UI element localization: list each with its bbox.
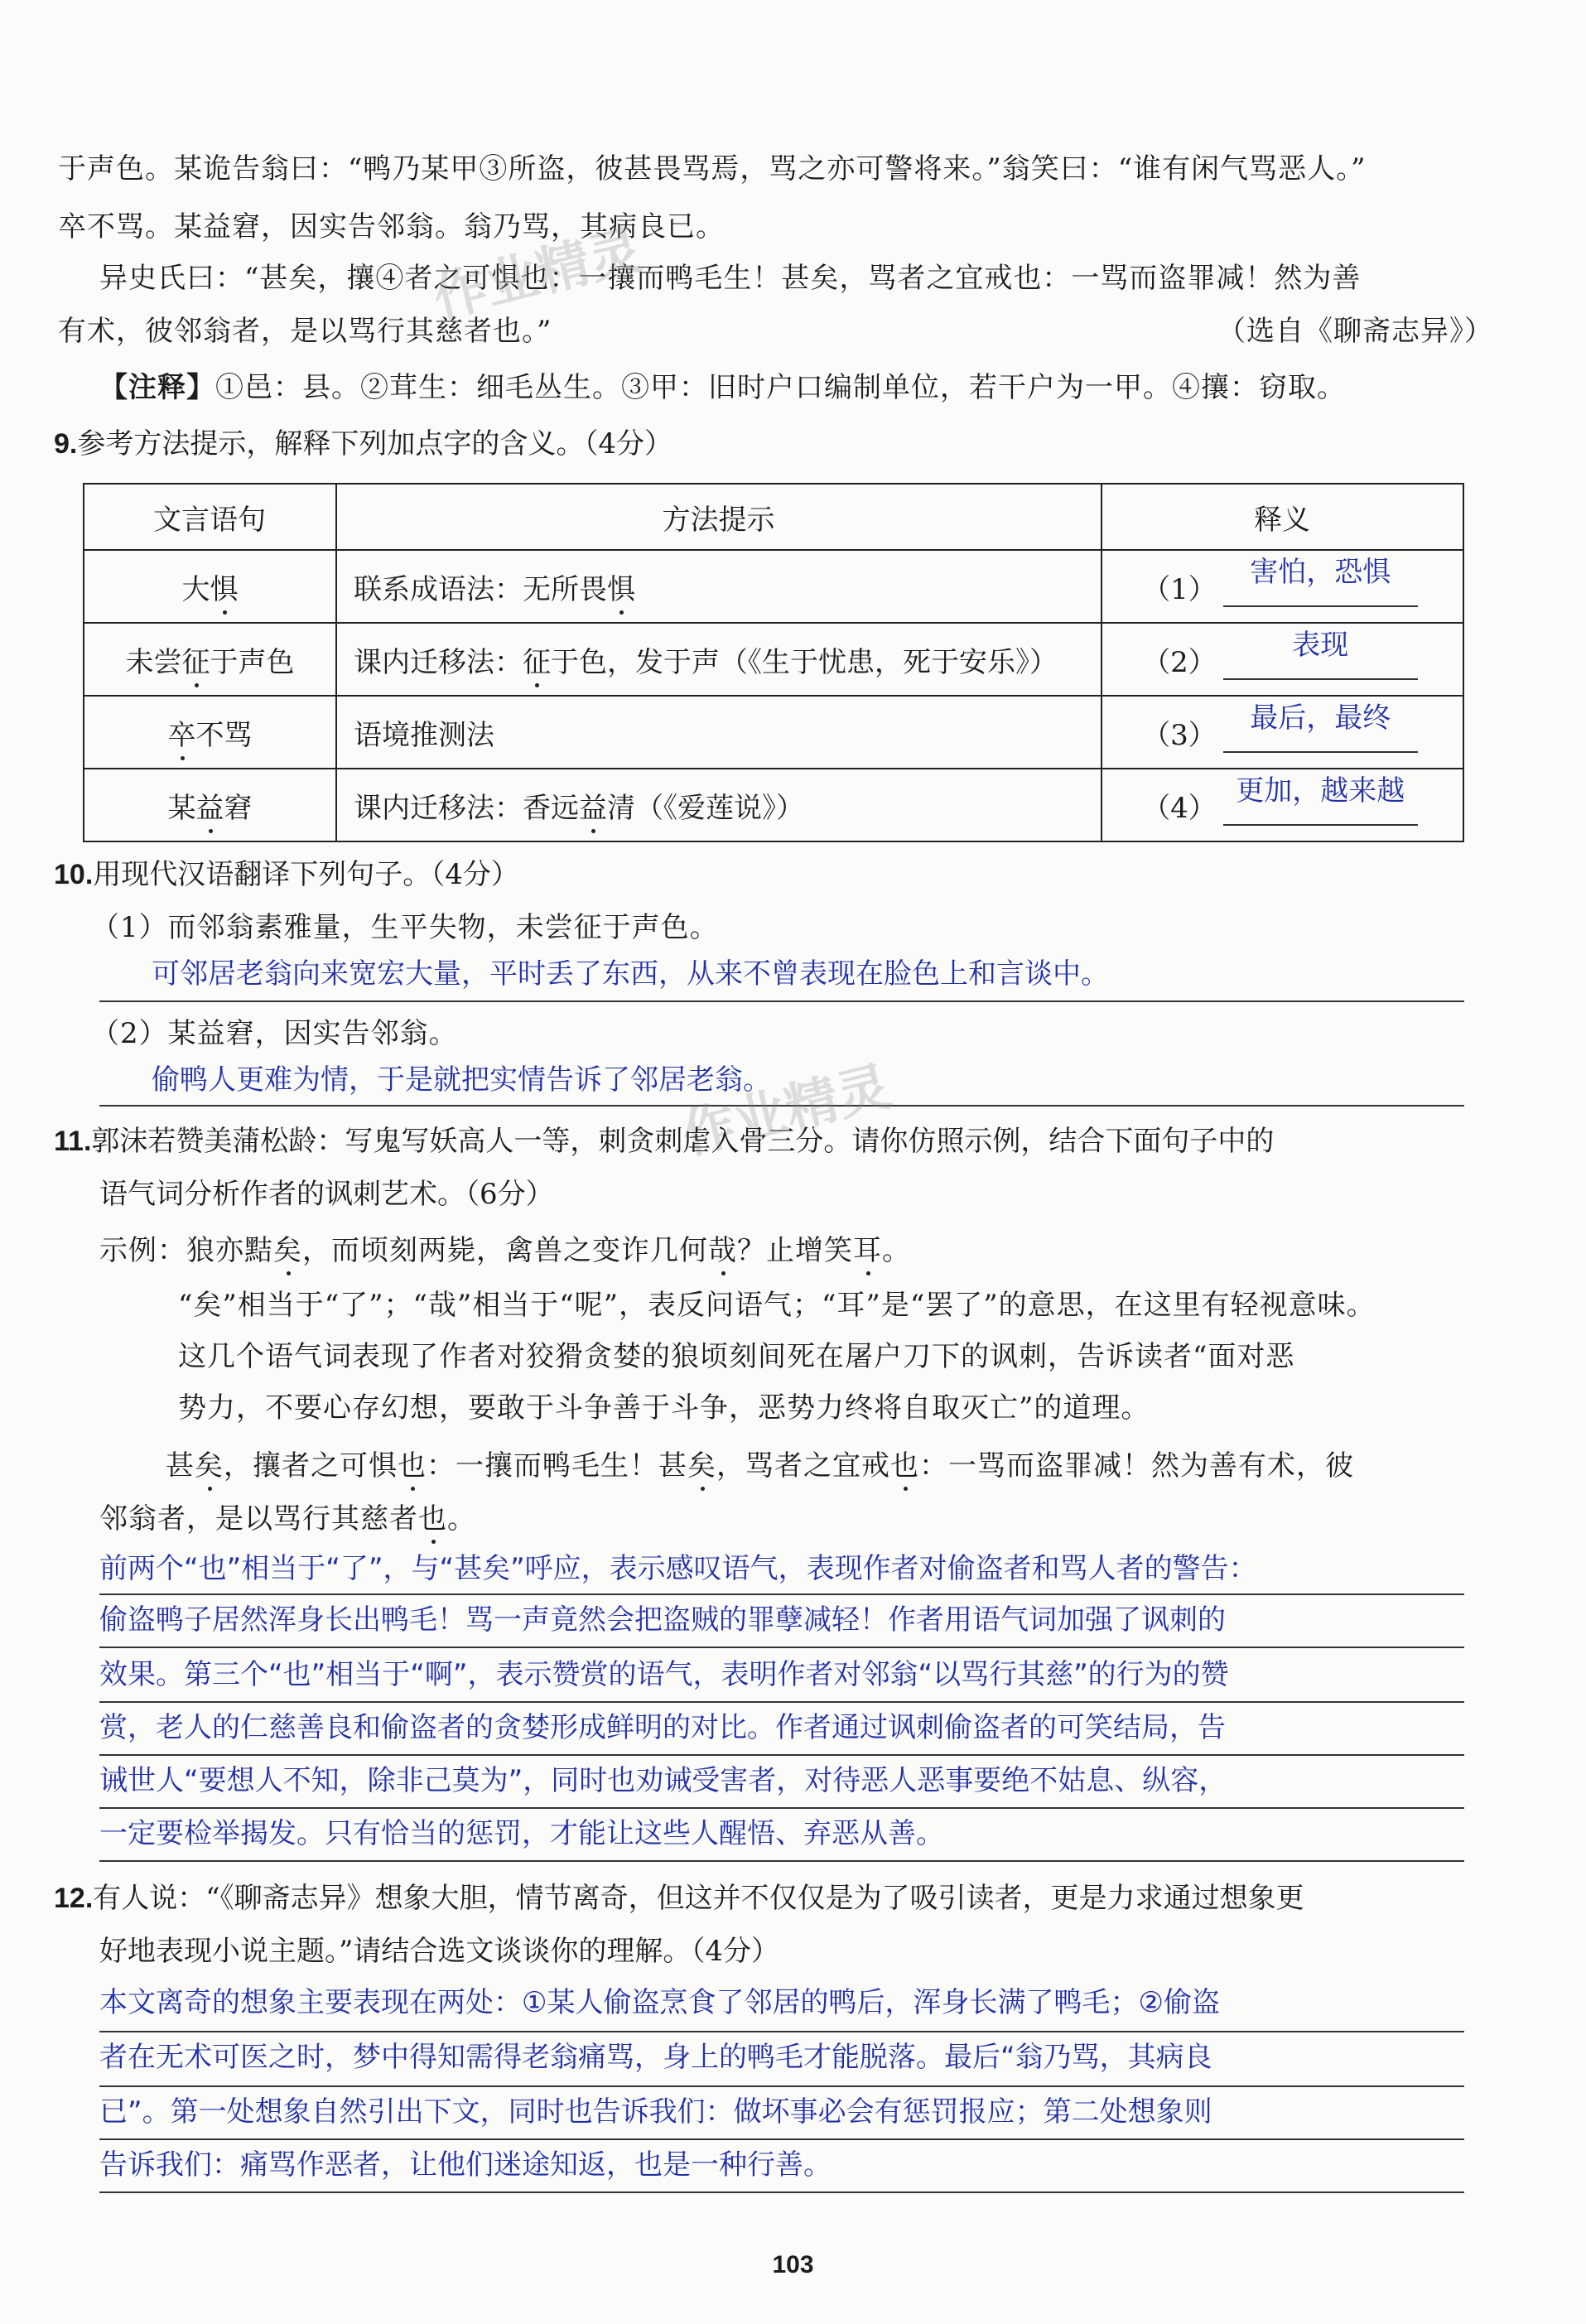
passage-line-4: 有术，彼邻翁者，是以骂行其慈者也。” (58, 315, 552, 348)
row-answer-cell (1102, 623, 1463, 696)
q10-number: 10. (54, 859, 94, 890)
row-method: 课内迁移法：香远益清（《爱莲说》） (336, 769, 1102, 841)
row-answer: 更加，越来越 (1236, 774, 1405, 808)
row-method: 联系成语法：无所畏惧 (336, 550, 1102, 623)
row-answer-cell (1102, 696, 1463, 769)
q11-answer-line-5[interactable]: 诫世人“要想人不知，除非己莫为”，同时也劝诫受害者，对待恶人恶事要绝不姑息、纵容， (99, 1764, 1227, 1797)
notes-label: 【注释】 (99, 371, 215, 404)
row-answer-cell (1102, 769, 1463, 841)
passage-source: （选自《聊斋志异》） (1217, 315, 1493, 348)
q10-sentence-2: （2）某益窘，因实告邻翁。 (91, 1017, 458, 1050)
q10-answer-2[interactable]: 偷鸭人更难为情，于是就把实情告诉了邻居老翁。 (152, 1063, 771, 1097)
passage-line-3: 异史氏曰：“甚矣，攘④者之可惧也：一攘而鸭毛生！甚矣，骂者之宜戒也：一骂而盗罪减！然为善 (99, 262, 1362, 295)
q11-text-1: 郭沫若赞美蒲松龄：写鬼写妖高人一等，刺贪刺虐入骨三分。请你仿照示例，结合下面句子中的 (91, 1125, 1275, 1158)
header-meaning: 释义 (1102, 484, 1463, 550)
answer-line (99, 1807, 1464, 1809)
answer-line (99, 1754, 1464, 1756)
row-index: （2） (1142, 645, 1217, 679)
q11-quote-2: 邻翁者，是以骂行其慈者也。 (99, 1502, 476, 1536)
watermark: 作业精灵 (427, 219, 648, 330)
q11-answer-line-4[interactable]: 赏，老人的仁慈善良和偷盗者的贪婪形成鲜明的对比。作者通过讽刺偷盗者的可笑结局，告 (99, 1711, 1226, 1744)
answer-line (99, 1594, 1464, 1595)
answer-blank[interactable] (1223, 701, 1418, 753)
q12-answer-line-1[interactable]: 本文离奇的想象主要表现在两处：①某人偷盗烹食了邻居的鸭后，浑身长满了鸭毛；②偷盗 (99, 1986, 1220, 2019)
q11-answer-line-1[interactable]: 前两个“也”相当于“了”，与“甚矣”呼应，表示感叹语气，表现作者对偷盗者和骂人者的警告： (99, 1552, 1257, 1585)
table-row (84, 550, 1463, 623)
row-index: （4） (1142, 791, 1217, 825)
q12-answer-line-2[interactable]: 者在无术可医之时，梦中得知需得老翁痛骂，身上的鸭毛才能脱落。最后“翁乃骂，其病良 (99, 2041, 1212, 2074)
row-method: 语境推测法 (336, 696, 1102, 769)
q11-example-expl-2: 这几个语气词表现了作者对狡猾贪婪的狼顷刻间死在屠户刀下的讽刺，告诉读者“面对恶 (178, 1340, 1295, 1373)
row-answer: 表现 (1292, 628, 1349, 662)
q12-answer-line-3[interactable]: 已”。第一处想象自然引出下文，同时也告诉我们：做坏事必会有惩罚报应；第二处想象则 (99, 2095, 1212, 2129)
q9-number: 9. (54, 428, 78, 460)
passage-line-2: 卒不骂。某益窘，因实告邻翁。翁乃骂，其病良已。 (58, 210, 725, 243)
table-row (84, 623, 1463, 696)
answer-line (99, 2085, 1464, 2087)
q11-prompt-1 (54, 1125, 1274, 1158)
q11-quote-1: 甚矣，攘者之可惧也：一攘而鸭毛生！甚矣，骂者之宜戒也：一骂而盗罪减！然为善有术，彼 (166, 1449, 1354, 1483)
table-row (84, 696, 1463, 769)
q11-number: 11. (54, 1126, 92, 1157)
row-index: （1） (1142, 572, 1217, 606)
row-phrase: 未尝征于声色 (84, 623, 336, 696)
answer-blank[interactable] (1223, 628, 1418, 680)
row-phrase: 卒不骂 (84, 696, 336, 769)
q12-prompt-1 (54, 1882, 1304, 1915)
q11-example-expl-3: 势力，不要心存幻想，要敢于斗争善于斗争，恶势力终将自取灭亡”的道理。 (178, 1391, 1150, 1425)
q10-text: 用现代汉语翻译下列句子。（4分） (93, 858, 519, 891)
page-number: 103 (772, 2251, 814, 2278)
q11-example-expl-1: “矣”相当于“了”；“哉”相当于“呢”，表反问语气；“耳”是“罢了”的意思，在这里有轻视意味。 (178, 1289, 1376, 1322)
q12-prompt-2: 好地表现小说主题。”请结合选文谈谈你的理解。（4分） (99, 1935, 780, 1968)
answer-line (99, 2138, 1464, 2140)
answer-line (99, 1701, 1464, 1703)
answer-line (99, 1647, 1464, 1648)
q12-answer-line-4[interactable]: 告诉我们：痛骂作恶者，让他们迷途知返，也是一种行善。 (99, 2148, 832, 2182)
q9-prompt (54, 427, 672, 460)
row-index: （3） (1142, 718, 1217, 752)
q10-sentence-1: （1）而邻翁素雅量，生平失物，未尝征于声色。 (91, 911, 719, 944)
q9-table (83, 483, 1464, 842)
header-phrase: 文言语句 (84, 484, 336, 550)
row-answer: 害怕，恐惧 (1250, 555, 1391, 589)
header-method: 方法提示 (336, 484, 1102, 550)
q11-answer-line-3[interactable]: 效果。第三个“也”相当于“啊”，表示赞赏的语气，表明作者对邻翁“以骂行其慈”的行为的赞 (99, 1658, 1229, 1691)
q11-example: 示例：狼亦黠矣，而顷刻两毙，禽兽之变诈几何哉？止增笑耳。 (99, 1234, 911, 1267)
row-answer: 最后，最终 (1250, 701, 1391, 735)
watermark: 作业精灵 (676, 1055, 897, 1167)
q10-prompt (54, 858, 519, 891)
answer-line (99, 1860, 1464, 1862)
table-header-row (84, 484, 1463, 550)
q11-answer-line-6[interactable]: 一定要检举揭发。只有恰当的惩罚，才能让这些人醒悟、弃恶从善。 (99, 1817, 944, 1850)
notes (99, 371, 1346, 404)
answer-line (99, 2031, 1464, 2032)
passage-line-1: 于声色。某诡告翁曰：“鸭乃某甲③所盗，彼甚畏骂焉，骂之亦可警将来。”翁笑曰：“谁有闲气骂恶人。” (58, 152, 1367, 186)
q11-answer-line-2[interactable]: 偷盗鸭子居然浑身长出鸭毛！骂一声竟然会把盗贼的罪孽减轻！作者用语气词加强了讽刺的 (99, 1603, 1226, 1637)
q10-answer-1[interactable]: 可邻居老翁向来宽宏大量，平时丢了东西，从来不曾表现在脸色上和言谈中。 (152, 957, 1109, 991)
row-phrase: 某益窘 (84, 769, 336, 841)
q11-prompt-2: 语气词分析作者的讽刺艺术。（6分） (99, 1178, 554, 1211)
q9-text: 参考方法提示，解释下列加点字的含义。（4分） (77, 427, 672, 460)
answer-blank[interactable] (1223, 555, 1418, 607)
answer-line (99, 1000, 1464, 1002)
row-method: 课内迁移法：征于色，发于声（《生于忧患，死于安乐》） (336, 623, 1102, 696)
q12-number: 12. (54, 1883, 94, 1914)
row-phrase: 大惧 (84, 550, 336, 623)
table-row (84, 769, 1463, 841)
notes-text: ①邑：县。②茸生：细毛丛生。③甲：旧时户口编制单位，若干户为一甲。④攘：窃取。 (215, 371, 1346, 404)
q12-text-1: 有人说：“《聊斋志异》想象大胆，情节离奇，但这并不仅仅是为了吸引读者，更是力求通过想象更 (93, 1882, 1304, 1915)
answer-blank[interactable] (1223, 774, 1418, 826)
row-answer-cell (1102, 550, 1463, 623)
answer-line (99, 2191, 1464, 2193)
